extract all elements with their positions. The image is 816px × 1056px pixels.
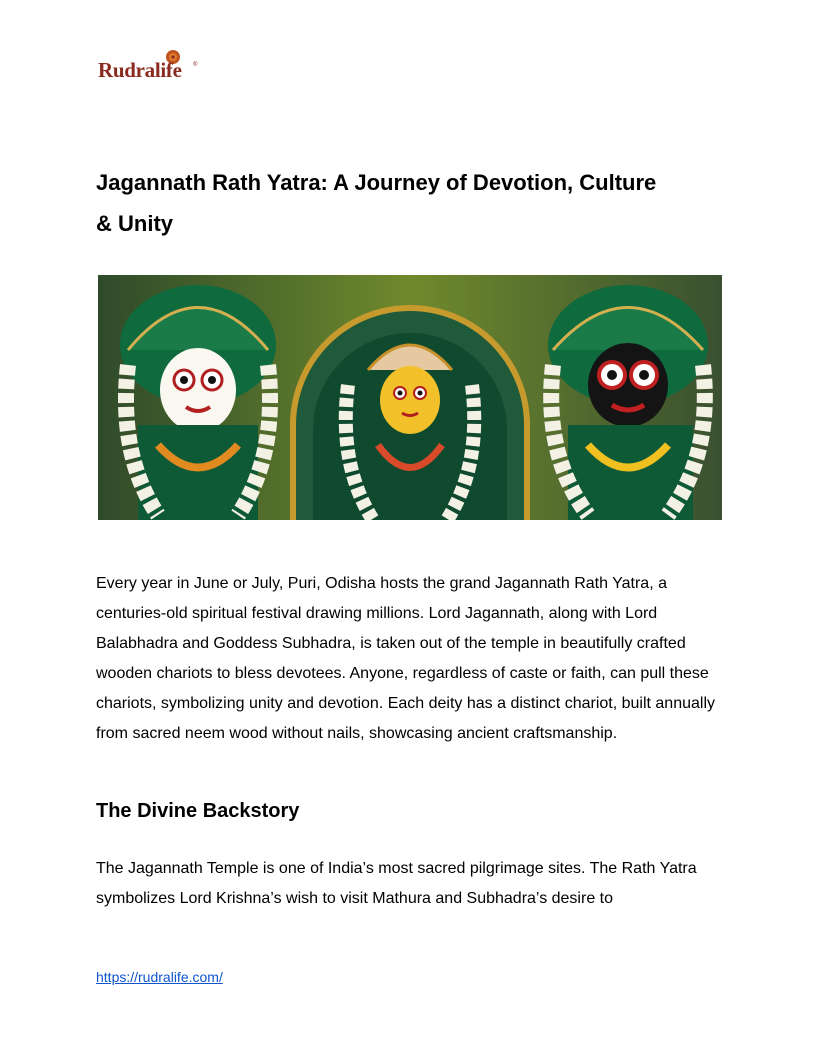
deities-illustration	[98, 275, 722, 520]
hero-image	[98, 275, 722, 520]
brand-name: Rudralife	[98, 58, 182, 82]
section-paragraph: The Jagannath Temple is one of India’s most sacred pilgrimage sites. The Rath Yatra symbolizes Lord Krishna’s wish to visit Mathura and Subhadra’s desire to	[96, 860, 697, 907]
page-title-line-2: & Unity	[96, 211, 173, 236]
footer-website-link[interactable]: https://rudralife.com/	[96, 969, 223, 985]
brand-logo[interactable]	[98, 48, 208, 88]
page-title-line-1: Jagannath Rath Yatra: A Journey of Devotion, Culture	[96, 170, 657, 195]
intro-paragraph: Every year in June or July, Puri, Odisha hosts the grand Jagannath Rath Yatra, a centuries-old spiritual festival drawing millions. Lord Jagannath, along with Lord Balabhadra and Goddess Subhadra, is taken out of the temple in beautifully crafted wooden chariots to bless devotees. Anyone, regardless of caste or faith, can pull these chariots, symbolizing unity and devotion. Each deity has a distinct chariot, built annually from sacred neem wood without nails, showcasing ancient craftsmanship.	[96, 575, 716, 742]
registered-mark: ®	[193, 62, 198, 68]
page-title	[96, 162, 736, 244]
section-heading: The Divine Backstory	[96, 800, 300, 822]
